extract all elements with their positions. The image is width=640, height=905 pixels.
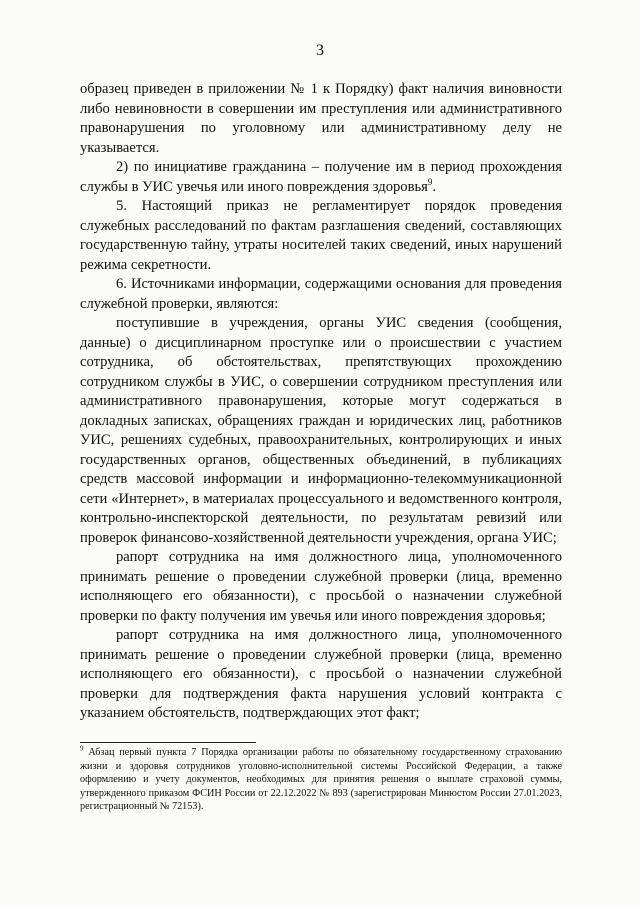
footnote-text: Абзац первый пункта 7 Порядка организации работы по обязательному государственному страхованию жизни и здоровья сотрудников уголовно-исполнительной системы Российской Федерации, а также оформлению и учету документов, необходимых для принятия решения о выплате страховой суммы, утвержденного приказом ФСИН России от 22.12.2022 № 893 (зарегистрирован Минюстом России 27.01.2023, регистрационный № 72153). xyxy=(80,747,562,813)
footnote-divider xyxy=(80,742,256,743)
document-body xyxy=(80,80,562,724)
list-item-report-contract: рапорт сотрудника на имя должностного лица, уполномоченного принимать решение о проведении служебной проверки (лица, временно исполняющего его обязанности), с просьбой о назначении служебной проверки для подтверждения факта нарушения условий контракта с указанием обстоятельств, подтверждающих этот факт; xyxy=(80,627,562,721)
paragraph-6: 6. Источниками информации, содержащими основания для проведения служебной проверки, являются: xyxy=(80,276,562,312)
paragraph-item-2-text: 2) по инициативе гражданина – получение им в период прохождения службы в УИС увечья или иного повреждения здоровья xyxy=(80,159,562,195)
paragraph-continuation: образец приведен в приложении № 1 к Порядку) факт наличия виновности либо невиновности в совершении им преступления или административного правонарушения по уголовному или административному делу не указывается. xyxy=(80,81,562,156)
footnote-mark: 9 xyxy=(80,744,84,753)
list-item-report-injury: рапорт сотрудника на имя должностного лица, уполномоченного принимать решение о проведении служебной проверки (лица, временно исполняющего его обязанности), с просьбой о назначении служебной проверки по факту получения им увечья или иного повреждения здоровья; xyxy=(80,549,562,624)
footnote xyxy=(80,746,562,814)
paragraph-5: 5. Настоящий приказ не регламентирует порядок проведения служебных расследований по фактам разглашения сведений, составляющих государственную тайну, утраты носителей таких сведений, иных нарушений режима секретности. xyxy=(80,198,562,273)
paragraph-item-2 xyxy=(80,158,562,197)
footnote-reference[interactable]: 9 xyxy=(427,176,433,187)
list-item-sources: поступившие в учреждения, органы УИС сведения (сообщения, данные) о дисциплинарном проступке или о происшествии с участием сотрудника, об обстоятельствах, препятствующих прохождению сотрудником службы в УИС, о совершении сотрудником преступления или административного правонарушения, которые могут содержаться в докладных записках, обращениях граждан и юридических лиц, работников УИС, решениях судебных, правоохранительных, контролирующих и иных государственных органов, общественных объединений, в публикациях средств массовой информации и информационно-телекоммуникационной сети «Интернет», в материалах процессуального и ведомственного контроля, контрольно-инспекторской деятельности, по результатам ревизий или проверок финансово-хозяйственной деятельности учреждения, органа УИС; xyxy=(80,315,562,546)
paragraph-item-2-end: . xyxy=(432,178,437,195)
page-number: 3 xyxy=(316,42,324,59)
